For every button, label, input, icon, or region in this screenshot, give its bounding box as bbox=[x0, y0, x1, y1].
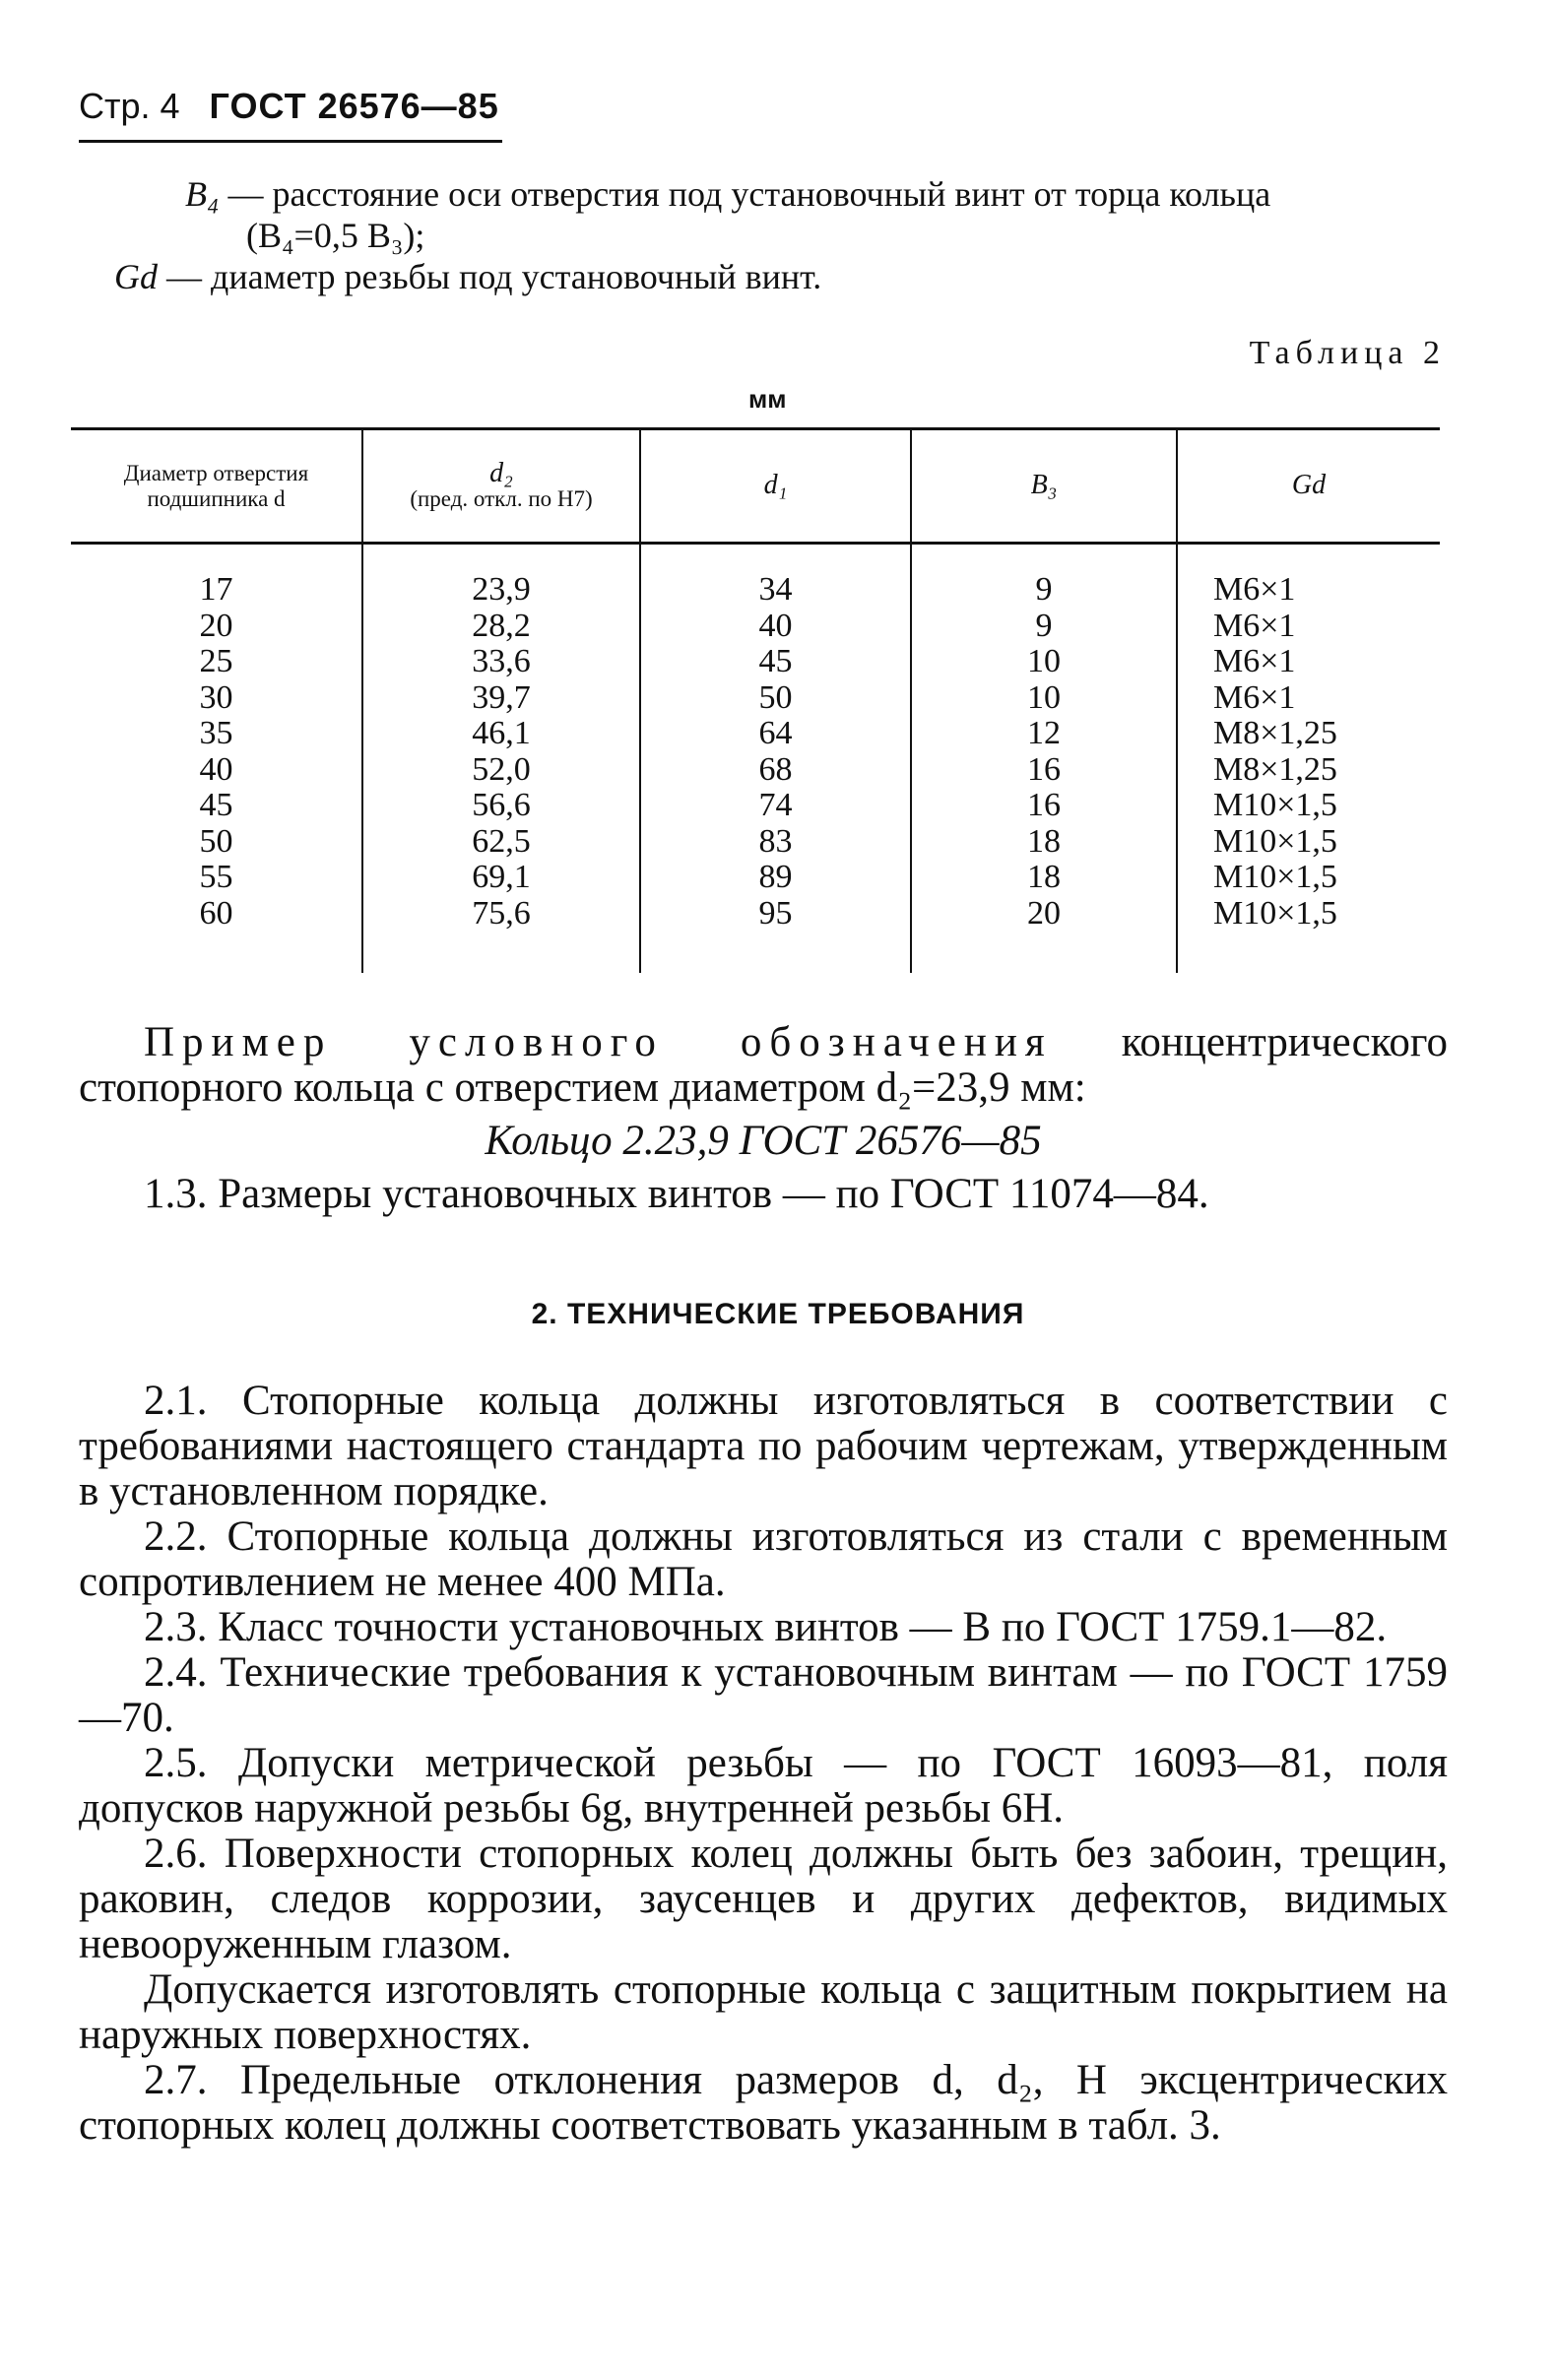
paragraph-2-1: 2.1. Стопорные кольца должны изготовляться в соответствии с требованиями настоящего стандарта по рабочим чертежам, утвержденным в установленном порядке. bbox=[79, 1378, 1448, 1514]
table-caption: Таблица 2 bbox=[1249, 335, 1446, 371]
dimensions-table bbox=[71, 427, 1440, 973]
table-cell: 89 bbox=[758, 859, 793, 895]
definition-gd bbox=[79, 256, 1448, 297]
symbol-definitions bbox=[79, 173, 1448, 297]
example-paragraph bbox=[79, 1020, 1448, 1111]
example-rest: концентрического стопорного кольца с отверстием диаметром d₂=23,9 мм: bbox=[79, 1019, 1448, 1111]
table-cell: 83 bbox=[758, 822, 793, 860]
paragraph-2-4: 2.4. Технические требования к установочным винтам — по ГОСТ 1759—70. bbox=[79, 1649, 1448, 1741]
table-cell: 20 bbox=[199, 607, 233, 644]
table-cell: 9 bbox=[1035, 571, 1053, 608]
table-cell: M6×1 bbox=[1213, 607, 1296, 644]
table-cell: 18 bbox=[1027, 859, 1061, 895]
table-cell: 10 bbox=[1027, 678, 1061, 716]
paragraph-2-6-note: Допускается изготовлять стопорные кольца с защитным покрытием на наружных поверхностях. bbox=[79, 1966, 1448, 2058]
table-body bbox=[71, 544, 1440, 974]
definition-text: — диаметр резьбы под установочный винт. bbox=[166, 257, 822, 296]
table-cell: M8×1,25 bbox=[1213, 715, 1337, 751]
paragraph-2-5: 2.5. Допуски метрической резьбы — по ГОСТ 16093—81, поля допусков наружной резьбы 6g, внутренней резьбы 6Н. bbox=[79, 1740, 1448, 1832]
table-cell: 52,0 bbox=[472, 750, 531, 788]
example-block bbox=[79, 1020, 1448, 1217]
table-units: мм bbox=[748, 384, 787, 414]
definition-symbol: Gd bbox=[114, 257, 158, 296]
table-cell: 9 bbox=[1035, 607, 1053, 644]
header-b3: B₃ bbox=[911, 429, 1177, 544]
paragraph-1-3: 1.3. Размеры установочных винтов — по ГОСТ 11074—84. bbox=[144, 1171, 1209, 1217]
table-cell: M10×1,5 bbox=[1213, 859, 1337, 895]
column-d1 bbox=[640, 544, 911, 974]
table-cell: 16 bbox=[1027, 750, 1061, 788]
table-cell: 60 bbox=[199, 894, 233, 932]
table-cell: 20 bbox=[1027, 894, 1061, 932]
table-cell: 75,6 bbox=[472, 894, 531, 932]
table-cell: 45 bbox=[199, 787, 233, 823]
definition-text: — расстояние оси отверстия под установочный винт от торца кольца bbox=[227, 174, 1271, 214]
table-cell: 40 bbox=[758, 607, 793, 644]
table-cell: 95 bbox=[758, 894, 793, 932]
requirements-block bbox=[79, 1379, 1448, 2149]
table-cell: 30 bbox=[199, 678, 233, 716]
paragraph-2-3: 2.3. Класс точности установочных винтов — В по ГОСТ 1759.1—82. bbox=[144, 1604, 1388, 1650]
table-cell: 50 bbox=[199, 822, 233, 860]
table-cell: 45 bbox=[758, 643, 793, 679]
table-header-row bbox=[71, 429, 1440, 544]
table-cell: 18 bbox=[1027, 822, 1061, 860]
table-cell: 55 bbox=[199, 859, 233, 895]
table-cell: M8×1,25 bbox=[1213, 750, 1337, 788]
table-cell: 62,5 bbox=[472, 822, 531, 860]
paragraph-2-2: 2.2. Стопорные кольца должны изготовляться из стали с временным сопротивлением не менее 400 МПа. bbox=[79, 1513, 1448, 1605]
table-cell: 69,1 bbox=[472, 859, 531, 895]
table-cell: 40 bbox=[199, 750, 233, 788]
table-cell: 17 bbox=[199, 571, 233, 608]
table-cell: 68 bbox=[758, 750, 793, 788]
table-cell: 46,1 bbox=[472, 715, 531, 751]
definition-b4 bbox=[79, 173, 1448, 215]
paragraph-2-7: 2.7. Предельные отклонения размеров d, d₂, H эксцентрических стопорных колец должны соответствовать указанным в табл. 3. bbox=[79, 2057, 1448, 2149]
table-cell: 56,6 bbox=[472, 787, 531, 823]
page-header bbox=[79, 85, 502, 143]
table-cell: M6×1 bbox=[1213, 678, 1296, 716]
definition-continuation: (B₄=0,5 B₃); bbox=[246, 216, 425, 255]
table-cell: 74 bbox=[758, 787, 793, 823]
table-cell: 28,2 bbox=[472, 607, 531, 644]
definition-symbol: B₄ bbox=[185, 174, 220, 214]
header-d2: d₂ (пред. откл. по Н7) bbox=[362, 429, 640, 544]
header-bore-diameter: Диаметр отверстия подшипника d bbox=[123, 460, 309, 511]
table-cell: 64 bbox=[758, 715, 793, 751]
table-cell: 16 bbox=[1027, 787, 1061, 823]
header-d1: d₁ bbox=[640, 429, 911, 544]
table-cell: 39,7 bbox=[472, 678, 531, 716]
table-cell: 50 bbox=[758, 678, 793, 716]
table-cell: M10×1,5 bbox=[1213, 894, 1337, 932]
table-cell: 23,9 bbox=[472, 571, 531, 608]
table-cell: 33,6 bbox=[472, 643, 531, 679]
paragraph-2-6: 2.6. Поверхности стопорных колец должны быть без забоин, трещин, раковин, следов коррозии, заусенцев и других дефектов, видимых невооруженным глазом. bbox=[79, 1831, 1448, 1967]
table-cell: M10×1,5 bbox=[1213, 787, 1337, 823]
header-gd: Gd bbox=[1177, 429, 1440, 544]
table-cell: 34 bbox=[758, 571, 793, 608]
table-cell: 25 bbox=[199, 643, 233, 679]
example-lead: Пример условного обозначения bbox=[144, 1019, 1053, 1065]
table-cell: 35 bbox=[199, 715, 233, 751]
table-cell: M6×1 bbox=[1213, 643, 1296, 679]
column-b3 bbox=[911, 544, 1177, 974]
table-cell: M10×1,5 bbox=[1213, 822, 1337, 860]
column-gd bbox=[1177, 544, 1440, 974]
column-bore-diameter bbox=[71, 544, 362, 974]
table-cell: 10 bbox=[1027, 643, 1061, 679]
page-label: Стр. 4 bbox=[79, 86, 180, 126]
document-number: ГОСТ 26576—85 bbox=[209, 86, 499, 126]
table-cell: M6×1 bbox=[1213, 571, 1296, 608]
table-cell: 12 bbox=[1027, 715, 1061, 751]
example-designation: Кольцо 2.23,9 ГОСТ 26576—85 bbox=[485, 1118, 1042, 1164]
column-d2 bbox=[362, 544, 640, 974]
section-title: 2. ТЕХНИЧЕСКИЕ ТРЕБОВАНИЯ bbox=[531, 1298, 1025, 1330]
